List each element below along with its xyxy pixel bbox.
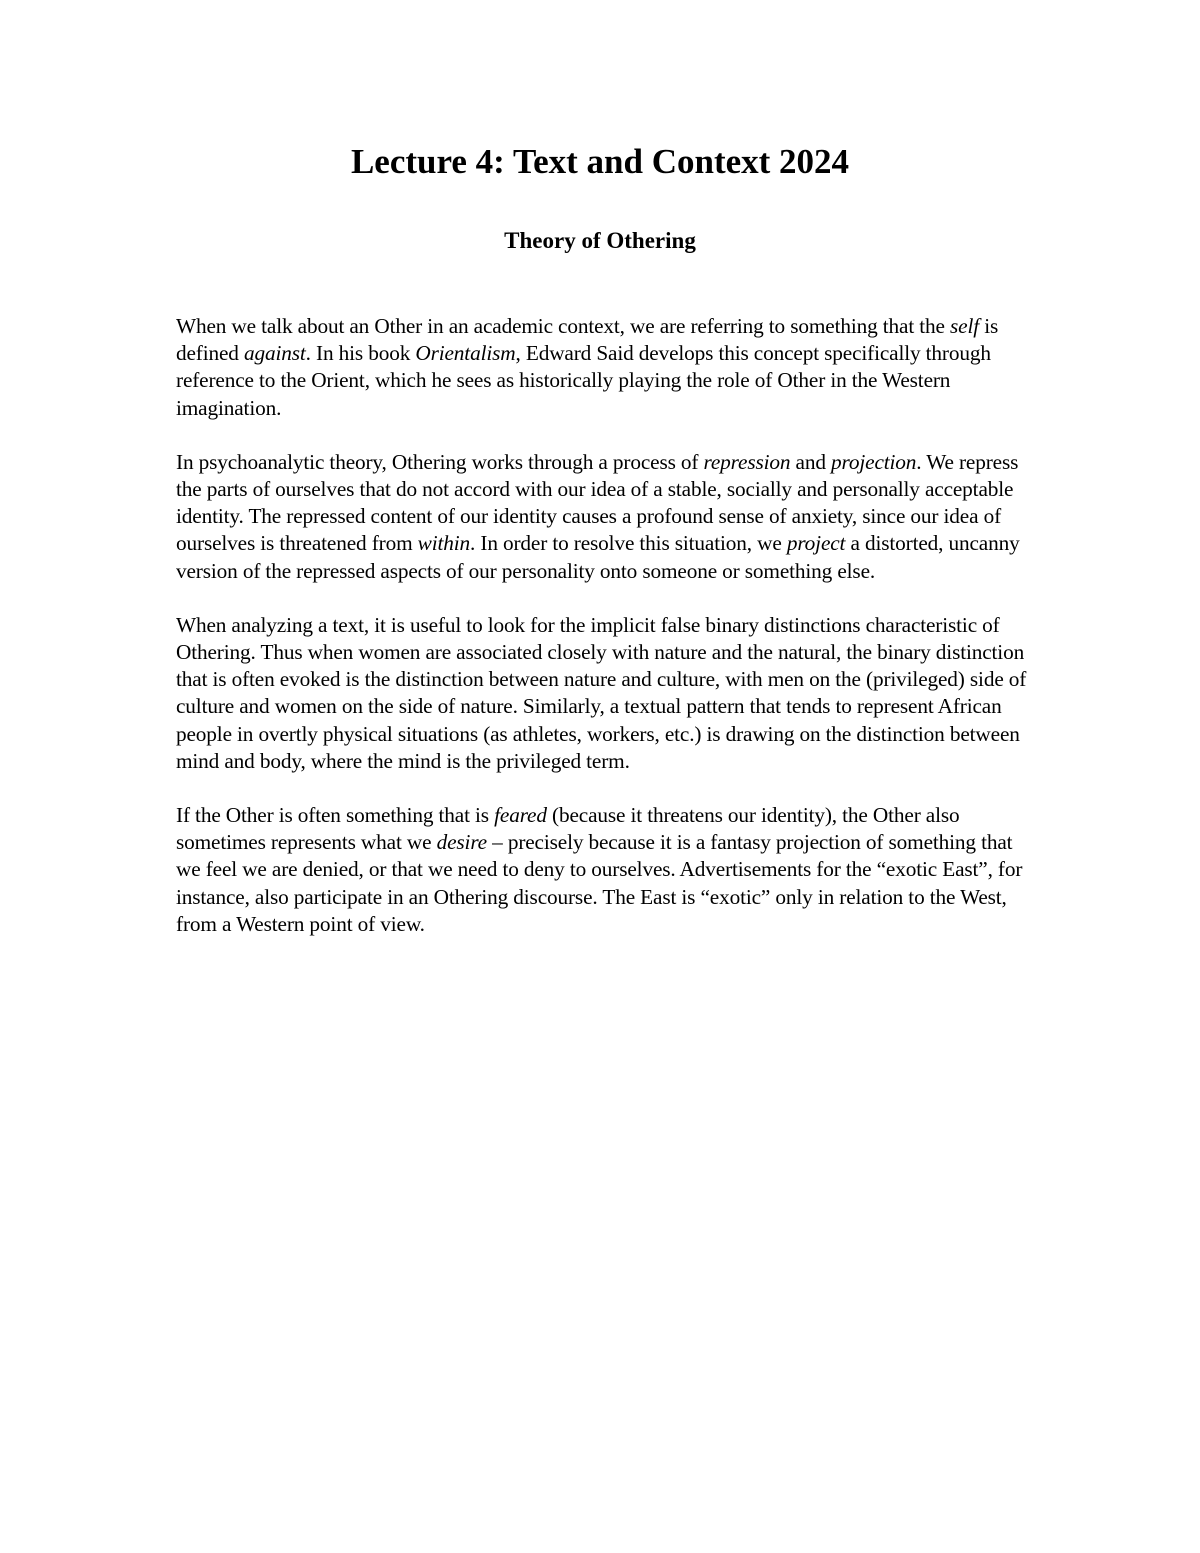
text-run-italic: self bbox=[950, 314, 980, 338]
text-run-italic: projection bbox=[831, 449, 917, 474]
paragraph-binary-distinctions bbox=[176, 612, 1036, 775]
document-subtitle: Theory of Othering bbox=[504, 228, 696, 253]
paragraph-fear-and-desire bbox=[176, 802, 1036, 938]
text-run: In psychoanalytic theory, Othering works through a process of bbox=[176, 449, 704, 474]
text-run: When analyzing a text, it is useful to look for the implicit false binary distinctions characteristic of Othering. Thus when women are associated closely with nature and the natural, the binary distinction that is often evoked is the distinction between nature and culture, with men on the (privileged) side of culture and women on the side of nature. Similarly, a textual pattern that tends to represent African people in overtly physical situations (as athletes, workers, etc.) is drawing on the distinction between mind and body, where the mind is the privileged term. bbox=[176, 612, 1027, 773]
text-run-italic: project bbox=[786, 531, 846, 556]
text-run: is defined bbox=[176, 314, 999, 366]
text-run: . We repress the parts of ourselves that do not accord with our idea of a stable, socially and personally acceptable identity. The repressed content of our identity causes a profound sense of anxiety, since our idea of ourselves is threatened from bbox=[176, 449, 1019, 556]
text-run: . In his book bbox=[305, 341, 416, 366]
text-run: and bbox=[790, 449, 832, 474]
text-run-italic: desire bbox=[436, 830, 487, 855]
text-run-italic: Orientalism bbox=[415, 341, 516, 366]
text-run-italic: against bbox=[243, 341, 306, 366]
text-run: – precisely because it is a fantasy projection of something that we feel we are denied, or that we need to deny to ourselves. Advertisements for the “exotic East”, for instance, also participate in an Othering discourse. The East is “exotic” only in relation to the West, from a Western point of view. bbox=[176, 830, 1023, 936]
text-run-italic: feared bbox=[494, 803, 547, 828]
paragraph-other-definition bbox=[176, 313, 1036, 422]
document-title: Lecture 4: Text and Context 2024 bbox=[350, 142, 850, 181]
text-run: (because it threatens our identity), the Other also sometimes represents what we bbox=[176, 803, 960, 855]
text-run: If the Other is often something that is bbox=[176, 803, 495, 828]
paragraph-psychoanalytic-theory bbox=[176, 449, 1036, 585]
document-body bbox=[176, 313, 1036, 965]
text-run-italic: repression bbox=[703, 449, 791, 474]
text-run: When we talk about an Other in an academic context, we are referring to something that the bbox=[176, 314, 951, 338]
text-run: a distorted, uncanny version of the repressed aspects of our personality onto someone or something else. bbox=[176, 531, 1020, 583]
text-run: . In order to resolve this situation, we bbox=[470, 531, 787, 556]
text-run-italic: within bbox=[417, 531, 471, 556]
text-run: , Edward Said develops this concept specifically through reference to the Orient, which he sees as historically playing the role of Other in the Western imagination. bbox=[176, 341, 991, 420]
